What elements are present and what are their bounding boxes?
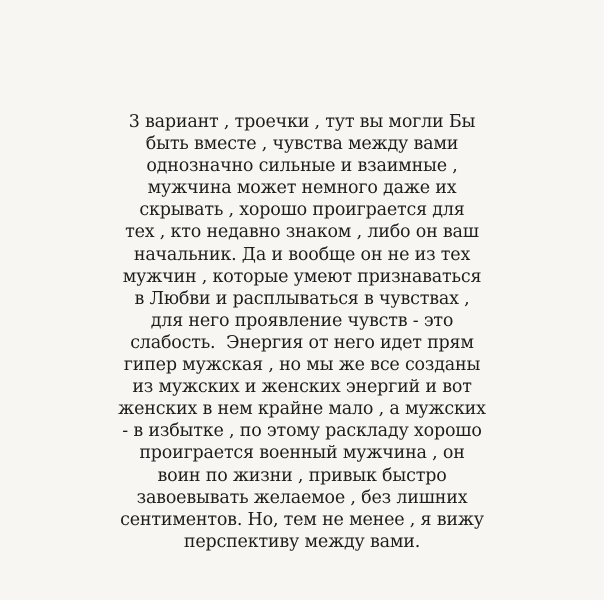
text-line: однозначно сильные и взаимные , xyxy=(146,156,458,177)
text-line: слабость. Энергия от него идет прям xyxy=(130,332,474,353)
text-line: мужчин , которые умеют признаваться xyxy=(122,266,482,287)
text-line: скрывать , хорошо проиграется для xyxy=(139,200,465,221)
text-line: гипер мужская , но мы же все созданы xyxy=(123,355,481,376)
text-line: женских в нем крайне мало , а мужских xyxy=(118,399,486,420)
text-line: проиграется военный мужчина , он xyxy=(139,443,465,464)
text-line: перспективу между вами. xyxy=(183,531,421,552)
body-text xyxy=(0,111,604,553)
text-line: для него проявление чувств - это xyxy=(150,310,454,331)
text-line: завоевывать желаемое , без лишних xyxy=(136,487,468,508)
text-line: 3 вариант , троечки , тут вы могли Бы xyxy=(128,112,476,132)
text-line: сентиментов. Но, тем не менее , я вижу xyxy=(120,509,484,530)
text-line: воин по жизни , привык быстро xyxy=(157,465,447,486)
text-line: тех , кто недавно знаком , либо он ваш xyxy=(125,222,479,243)
text-line: быть вместе , чувства между вами xyxy=(145,134,459,155)
text-line: мужчина может немного даже их xyxy=(147,178,457,199)
text-line: из мужских и женских энергий и вот xyxy=(132,377,472,398)
text-line: - в избытке , по этому раскладу хорошо xyxy=(122,421,482,442)
text-line: в Любви и расплываться в чувствах , xyxy=(134,288,470,309)
text-line: начальник. Да и вообще он не из тех xyxy=(133,244,471,265)
